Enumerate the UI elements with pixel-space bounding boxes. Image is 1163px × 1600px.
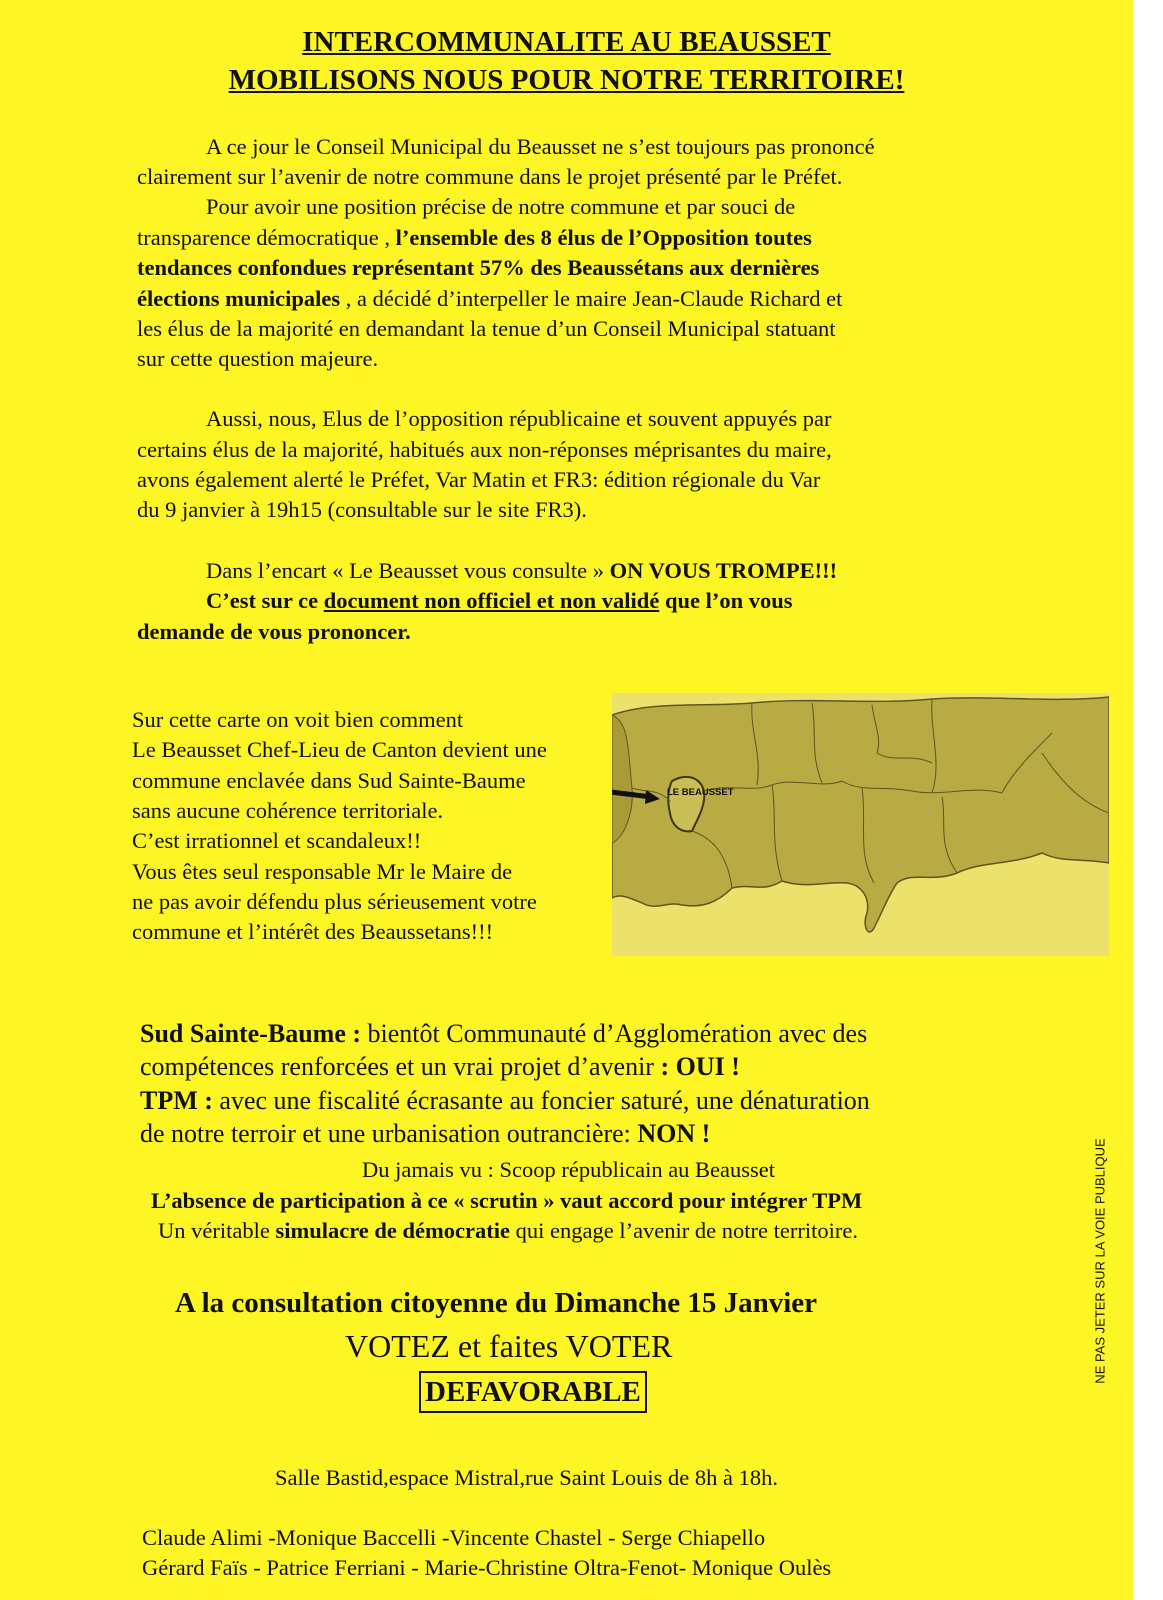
map-text-line-3: commune enclavée dans Sud Sainte-Baume bbox=[132, 768, 526, 793]
para1-line-4-plain: transparence démocratique , bbox=[137, 225, 396, 250]
section4-line-6: L’absence de participation à ce « scrutin » vaut accord pour intégrer TPM bbox=[151, 1188, 863, 1213]
map-text-line-8: commune et l’intérêt des Beaussetans!!! bbox=[132, 919, 494, 944]
section4-oui: : OUI ! bbox=[660, 1052, 740, 1081]
section4-line-1-rest: bientôt Communauté d’Agglomération avec des bbox=[361, 1019, 868, 1048]
para2-line-4: du 9 janvier à 19h15 (consultable sur le site FR3). bbox=[137, 497, 587, 522]
para1-line-3: Pour avoir une position précise de notre commune et par souci de bbox=[206, 194, 796, 219]
para1-line-7: les élus de la majorité en demandant la tenue d’un Conseil Municipal statuant bbox=[137, 316, 836, 341]
para3-line-1-bold: ON VOUS TROMPE!!! bbox=[609, 558, 838, 583]
map-text-line-7: ne pas avoir défendu plus sérieusement votre bbox=[132, 889, 537, 914]
para1-line-8: sur cette question majeure. bbox=[137, 346, 379, 371]
para1-line-1: A ce jour le Conseil Municipal du Beausset ne s’est toujours pas prononcé bbox=[206, 134, 875, 159]
para1-line-6-plain: , a décidé d’interpeller le maire Jean-Claude Richard et bbox=[340, 286, 843, 311]
para3-line-2-a: C’est sur ce bbox=[206, 588, 324, 613]
location-line: Salle Bastid,espace Mistral,rue Saint Louis de 8h à 18h. bbox=[275, 1465, 779, 1490]
title-line-2: MOBILISONS NOUS POUR NOTRE TERRITOIRE! bbox=[228, 64, 905, 96]
para3-line-2 bbox=[206, 586, 792, 617]
section4-line-4-rest: de notre terroir et une urbanisation outrancière: bbox=[140, 1119, 638, 1148]
para1-line-6 bbox=[137, 284, 842, 315]
section4-line-3-rest: avec une fiscalité écrasante au foncier saturé, une dénaturation bbox=[212, 1086, 870, 1115]
side-note bbox=[1088, 1130, 1112, 1392]
section4-line-5: Du jamais vu : Scoop républicain au Beausset bbox=[362, 1157, 776, 1182]
map-text-line-4: sans aucune cohérence territoriale. bbox=[132, 798, 444, 823]
para3-line-2-underlined: document non officiel et non validé bbox=[323, 588, 660, 613]
region-map bbox=[612, 693, 1109, 956]
title-line-1: INTERCOMMUNALITE AU BEAUSSET bbox=[302, 26, 831, 58]
map-text-line-2: Le Beausset Chef-Lieu de Canton devient une bbox=[132, 737, 547, 762]
map-text-line-5: C’est irrationnel et scandaleux!! bbox=[132, 828, 422, 853]
section4-line-2 bbox=[140, 1051, 740, 1083]
section4-non: NON ! bbox=[637, 1119, 711, 1148]
side-note-text: NE PAS JETER SUR LA VOIE PUBLIQUE bbox=[1092, 1138, 1108, 1384]
defavorable-box: DEFAVORABLE bbox=[419, 1371, 647, 1413]
para1-line-6-bold: élections municipales bbox=[137, 286, 341, 311]
para1-line-4-bold: l’ensemble des 8 élus de l’Opposition toutes bbox=[395, 225, 812, 250]
signatories-line-2: Gérard Faïs - Patrice Ferriani - Marie-Christine Oltra-Fenot- Monique Oulès bbox=[142, 1555, 832, 1580]
para2-line-3: avons également alerté le Préfet, Var Matin et FR3: édition régionale du Var bbox=[137, 467, 821, 492]
section4-line-3 bbox=[140, 1085, 870, 1117]
section4-line-7-bold: simulacre de démocratie bbox=[275, 1218, 510, 1243]
para1-line-5: tendances confondues représentant 57% des Beaussétans aux dernières bbox=[137, 255, 820, 280]
signatories-line-1: Claude Alimi -Monique Baccelli -Vincente Chastel - Serge Chiapello bbox=[142, 1525, 766, 1550]
section4-tpm: TPM : bbox=[140, 1086, 213, 1115]
para1-line-2: clairement sur l’avenir de notre commune dans le projet présenté par le Préfet. bbox=[137, 164, 843, 189]
section4-sud-sainte-baume: Sud Sainte-Baume : bbox=[140, 1019, 362, 1048]
para3-line-1 bbox=[206, 556, 837, 587]
para1-line-4 bbox=[137, 223, 812, 254]
section4-line-7-c: qui engage l’avenir de notre territoire. bbox=[509, 1218, 858, 1243]
map-text-line-6: Vous êtes seul responsable Mr le Maire de bbox=[132, 859, 513, 884]
section4-line-7 bbox=[158, 1216, 858, 1247]
section4-line-2-rest: compétences renforcées et un vrai projet d’avenir bbox=[140, 1052, 661, 1081]
map-text-line-1: Sur cette carte on voit bien comment bbox=[132, 707, 464, 732]
vote-line-1: A la consultation citoyenne du Dimanche 15 Janvier bbox=[175, 1287, 818, 1319]
para3-line-2-c: que l’on vous bbox=[659, 588, 793, 613]
map-beausset-label: LE BEAUSSET bbox=[667, 787, 734, 798]
para3-line-1-plain: Dans l’encart « Le Beausset vous consulte » bbox=[206, 558, 610, 583]
para2-line-2: certains élus de la majorité, habitués aux non-réponses méprisantes du maire, bbox=[137, 437, 832, 462]
section4-line-4 bbox=[140, 1118, 710, 1150]
section4-line-1 bbox=[140, 1018, 867, 1050]
section4-line-7-a: Un véritable bbox=[158, 1218, 276, 1243]
para2-line-1: Aussi, nous, Elus de l’opposition républicaine et souvent appuyés par bbox=[206, 406, 832, 431]
para3-line-3: demande de vous prononcer. bbox=[137, 619, 411, 644]
vote-line-2: VOTEZ et faites VOTER bbox=[345, 1328, 673, 1364]
